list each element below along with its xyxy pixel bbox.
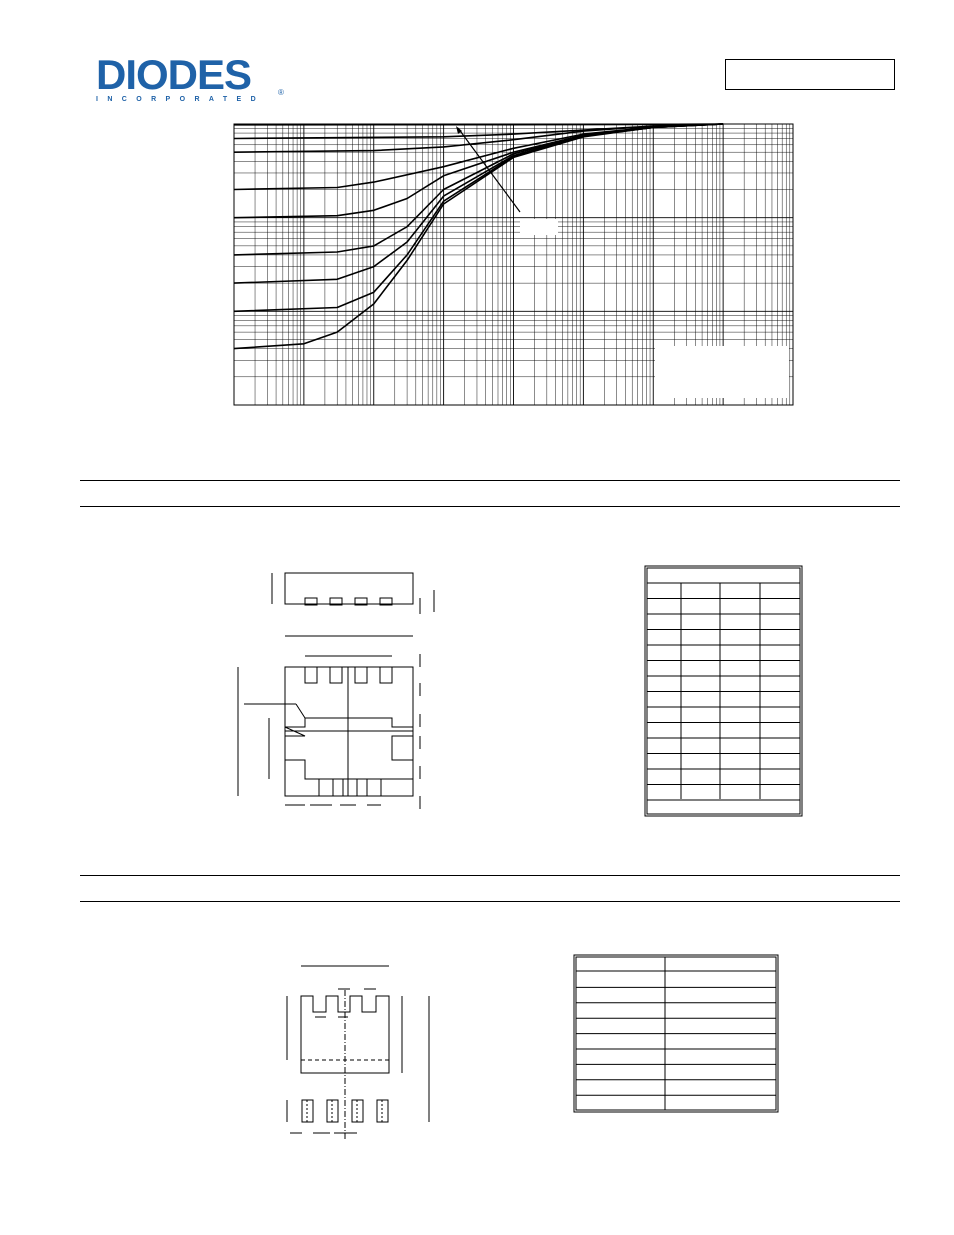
bottom-pad-bot-2	[343, 779, 357, 796]
section-rule-top-1	[80, 480, 900, 481]
registered-mark: ®	[278, 88, 284, 97]
side-lead-4	[380, 598, 392, 605]
layout-pad-4	[377, 1100, 388, 1122]
section-rule-bottom-1	[80, 506, 900, 507]
bottom-thermal-pad	[285, 718, 413, 779]
pad-dim-table	[574, 955, 778, 1112]
bottom-pad-top-1	[305, 667, 317, 683]
chart-series-line	[234, 124, 723, 283]
bottom-view-body	[285, 667, 413, 796]
layout-thermal-pad	[301, 996, 389, 1073]
bottom-pad-bot-3	[367, 779, 381, 796]
suggested-pad-layout	[287, 966, 429, 1140]
section-rule-top-2	[80, 875, 900, 876]
layout-pad-1	[302, 1100, 313, 1122]
package-dim-table	[645, 566, 802, 816]
bottom-pad-top-4	[380, 667, 392, 683]
annotation-label-box	[520, 219, 558, 235]
side-lead-1	[305, 598, 317, 605]
layout-pad-3	[352, 1100, 363, 1122]
chart-note-box	[655, 346, 789, 398]
logo-wordmark: DIODES	[96, 51, 252, 98]
bottom-pad-bot-1	[319, 779, 333, 796]
section-rule-bottom-2	[80, 901, 900, 902]
side-lead-2	[330, 598, 342, 605]
layout-pad-2	[327, 1100, 338, 1122]
bottom-pad-top-2	[330, 667, 342, 683]
side-view-body	[285, 573, 413, 604]
side-lead-3	[355, 598, 367, 605]
chart-series-line	[234, 124, 723, 125]
logo-subtext: INCORPORATED	[96, 96, 266, 103]
transient-thermal-chart	[0, 0, 954, 420]
bottom-pad-top-3	[355, 667, 367, 683]
chart-series	[234, 124, 723, 349]
